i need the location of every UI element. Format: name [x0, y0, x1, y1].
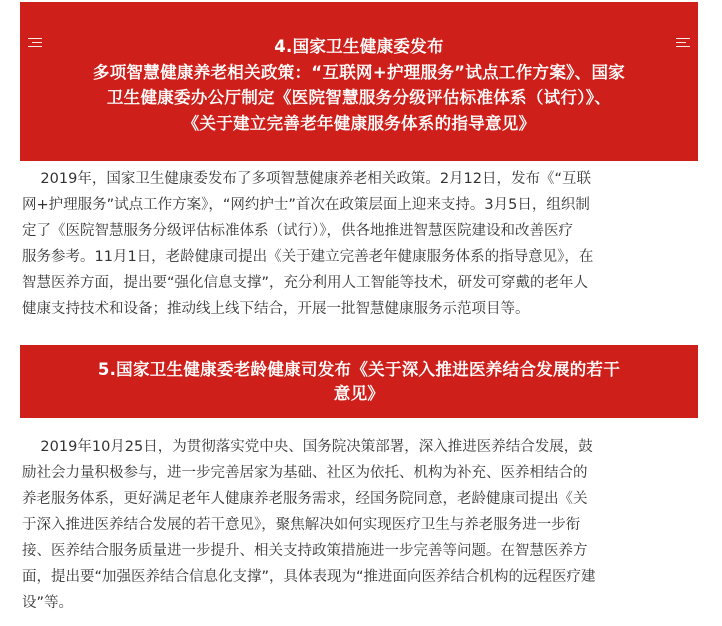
paragraph-line: 励社会力量积极参与，进一步完善居家为基础、社区为依托、机构为补充、医养相结合的 [22, 465, 588, 481]
section-4-heading-line: 4.国家卫生健康委发布 [274, 37, 444, 56]
section-4-body-paragraph [22, 166, 702, 322]
paragraph-line: 养老服务体系，更好满足老年人健康养老服务需求，经国务院同意，老龄健康司提出《关 [22, 491, 588, 507]
section-4-heading-line: 《关于建立完善老年健康服务体系的指导意见》 [182, 113, 536, 133]
heading-decoration-right [676, 38, 690, 48]
section-4-heading-line: 卫生健康委办公厅制定《医院智慧服务分级评估标准体系（试行）》、 [106, 88, 612, 107]
paragraph-line: 智慧医养方面，提出要“强化信息支撑”，充分利用人工智能等技术，研发可穿戴的老年人 [22, 275, 589, 291]
heading-decoration-left [28, 38, 42, 48]
section-4-heading-line: 多项智慧健康养老相关政策：“互联网+护理服务”试点工作方案》、国家 [92, 62, 626, 82]
paragraph-line: 2019年10月25日，为贯彻落实党中央、国务院决策部署，深入推进医养结合发展，鼓 [22, 439, 593, 455]
section-5-heading-banner [20, 345, 698, 418]
paragraph-line: 2019年，国家卫生健康委发布了多项智慧健康养老相关政策。2月12日，发布《“互联 [22, 171, 592, 187]
paragraph-line: 接、医养结合服务质量进一步提升、相关支持政策措施进一步完善等问题。在智慧医养方 [22, 543, 588, 559]
paragraph-line: 设”等。 [22, 595, 74, 611]
paragraph-line: 于深入推进医养结合发展的若干意见》，聚焦解决如何实现医疗卫生与养老服务进一步衔 [22, 517, 581, 533]
section-4-heading-banner [20, 2, 698, 161]
section-5-heading-line: 5.国家卫生健康委老龄健康司发布《关于深入推进医养结合发展的若干 [97, 360, 621, 379]
paragraph-line: 健康支持技术和设备；推动线上线下结合，开展一批智慧健康服务示范项目等。 [22, 301, 530, 317]
section-5-heading-line: 意见》 [333, 384, 385, 403]
paragraph-line: 服务参考。11月1日，老龄健康司提出《关于建立完善老年健康服务体系的指导意见》，在 [22, 249, 594, 265]
paragraph-line: 面，提出要“加强医养结合信息化支撑”，具体表现为“推进面向医养结合机构的远程医疗建 [22, 569, 596, 585]
paragraph-line: 定了《医院智慧服务分级评估标准体系（试行）》，供各地推进智慧医院建设和改善医疗 [22, 223, 573, 239]
section-5-body-paragraph [22, 434, 702, 616]
paragraph-line: 网+护理服务”试点工作方案》，“网约护士”首次在政策层面上迎来支持。3月5日，组织制 [22, 197, 590, 213]
